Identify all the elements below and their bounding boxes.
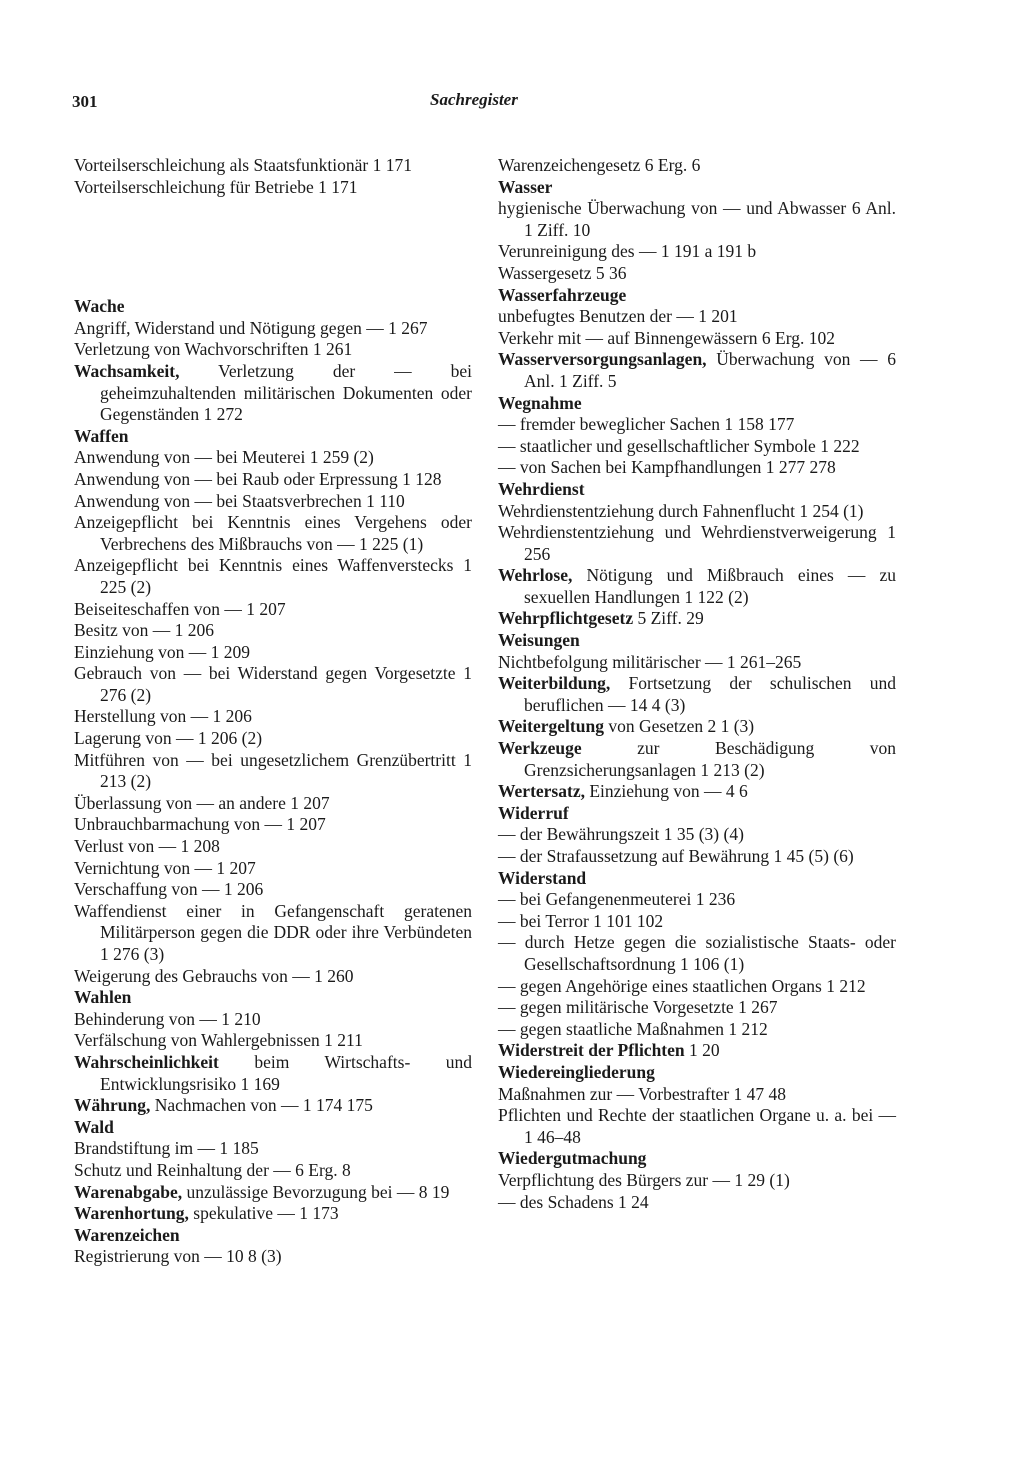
entry-text: Lagerung von — 1 206 (2) (74, 728, 263, 749)
index-entry-heading (498, 608, 896, 630)
entry-keyword: Warenhortung, (74, 1203, 189, 1224)
index-entry-heading (498, 803, 896, 825)
index-entry (498, 1170, 896, 1192)
index-entry (498, 328, 896, 350)
entry-text: Wehrdienstentziehung und Wehrdienstverweigerung 1 256 (498, 522, 896, 564)
page-number: 301 (72, 92, 98, 111)
index-entry-heading (498, 1040, 896, 1062)
index-entry (498, 1105, 896, 1148)
index-entry (74, 318, 472, 340)
entry-text: — der Strafaussetzung auf Bewährung 1 45 (5) (6) (498, 846, 854, 866)
index-entry-heading (498, 479, 896, 501)
entry-keyword: Weiterbildung, (498, 673, 611, 694)
entry-text: Anwendung von — bei Meuterei 1 259 (2) (74, 447, 374, 468)
index-entry-heading (74, 361, 472, 426)
index-entry (498, 889, 896, 911)
entry-text: Herstellung von — 1 206 (74, 706, 252, 727)
entry-keyword: Wehrdienst (498, 478, 585, 499)
index-entry (74, 339, 472, 361)
entry-keyword: Widerstreit der Pflichten (498, 1040, 685, 1061)
entry-text: Anzeigepflicht bei Kenntnis eines Waffenverstecks 1 225 (2) (74, 555, 472, 597)
index-entry (74, 620, 472, 642)
entry-keyword: Wiedereingliederung (498, 1061, 655, 1082)
entry-text: — durch Hetze gegen die sozialistische Staats- oder Gesellschaftsordnung 1 106 (1) (498, 932, 896, 974)
entry-keyword: Wegnahme (498, 392, 582, 413)
index-entry (498, 846, 896, 868)
index-entry-heading (74, 987, 472, 1009)
entry-text: Fortsetzung der schulischen und beruflichen — 14 4 (3) (524, 673, 896, 715)
entry-text: Gebrauch von — bei Widerstand gegen Vorgesetzte 1 276 (2) (74, 663, 472, 705)
index-entry (74, 663, 472, 706)
index-entry (74, 879, 472, 901)
index-entry (498, 997, 896, 1019)
entry-keyword: Wehrpflichtgesetz (498, 608, 634, 629)
entry-keyword: Wertersatz, (498, 781, 585, 802)
entry-text: spekulative — 1 173 (188, 1203, 339, 1224)
index-entry (74, 1030, 472, 1052)
index-entry (74, 793, 472, 815)
entry-keyword: Waffen (74, 425, 129, 446)
entry-text: Warenzeichengesetz 6 Erg. 6 (498, 155, 701, 175)
index-entry (74, 1246, 472, 1268)
entry-text: Überwachung von — 6 Anl. 1 Ziff. 5 (524, 349, 896, 391)
index-entry (74, 901, 472, 966)
index-entry (74, 512, 472, 555)
index-entry (74, 642, 472, 664)
index-entry (74, 447, 472, 469)
entry-keyword: Warenabgabe, (74, 1181, 183, 1202)
entry-text: — bei Terror 1 101 102 (498, 910, 664, 931)
entry-keyword: Wasser (498, 176, 553, 197)
index-entry (74, 1138, 472, 1160)
entry-text: Mitführen von — bei ungesetzlichem Grenzübertritt 1 213 (2) (74, 749, 472, 792)
entry-text: Maßnahmen zur — Vorbestrafter 1 47 48 (498, 1083, 787, 1104)
index-entry-heading (498, 1062, 896, 1084)
index-entry (74, 814, 472, 836)
entry-text: Verlust von — 1 208 (74, 836, 220, 857)
entry-text: — staatlicher und gesellschaftlicher Symbole 1 222 (498, 435, 860, 456)
entry-keyword: Weisungen (498, 630, 580, 651)
entry-keyword: Weitergeltung (498, 716, 604, 737)
index-entry (498, 457, 896, 479)
index-entry-heading (498, 285, 896, 307)
index-entry-heading (74, 1182, 472, 1204)
entry-keyword: Wehrlose, (498, 565, 573, 586)
index-entry (498, 1192, 896, 1214)
entry-text: Verletzung der — bei geheimzuhaltenden militärischen Dokumenten oder Gegenständen 1 272 (100, 360, 472, 425)
entry-text: Verunreinigung des — 1 191 a 191 b (498, 241, 757, 262)
entry-keyword: Wache (74, 296, 125, 317)
index-entry (498, 522, 896, 565)
index-entry (74, 858, 472, 880)
entry-text: Verletzung von Wachvorschriften 1 261 (74, 339, 353, 360)
entry-text: Verschaffung von — 1 206 (74, 879, 264, 900)
index-entry-heading (74, 426, 472, 448)
entry-text: — fremder beweglicher Sachen 1 158 177 (498, 414, 795, 435)
entry-text: Verkehr mit — auf Binnengewässern 6 Erg. 102 (498, 327, 835, 348)
entry-text: Beiseiteschaffen von — 1 207 (74, 598, 286, 619)
index-entry-heading (498, 868, 896, 890)
entry-text: beim Wirtschafts- und Entwicklungsrisiko 1 169 (100, 1051, 472, 1094)
entry-keyword: Werkzeuge (498, 738, 582, 759)
entry-text: — gegen Angehörige eines staatlichen Organs 1 212 (498, 975, 866, 996)
entry-text: Pflichten und Rechte der staatlichen Organe u. a. bei — 1 46–48 (498, 1105, 896, 1147)
entry-text: Nichtbefolgung militärischer — 1 261–265 (498, 651, 802, 672)
index-column-left (74, 155, 472, 1268)
running-head: Sachregister (430, 90, 518, 109)
entry-text: Registrierung von — 10 8 (3) (74, 1246, 282, 1267)
entry-keyword: Widerruf (498, 802, 569, 823)
entry-keyword: Warenzeichen (74, 1224, 180, 1245)
entry-text: Schutz und Reinhaltung der — 6 Erg. 8 (74, 1159, 351, 1180)
entry-keyword: Wahlen (74, 987, 132, 1008)
entry-text: — von Sachen bei Kampfhandlungen 1 277 278 (498, 457, 836, 478)
index-entry-heading (498, 716, 896, 738)
entry-text: Vorteilserschleichung als Staatsfunktionär 1 171 (74, 155, 412, 175)
entry-keyword: Widerstand (498, 867, 587, 888)
index-entry (498, 1019, 896, 1041)
index-entry (498, 155, 896, 177)
entry-text: Verfälschung von Wahlergebnissen 1 211 (74, 1030, 363, 1051)
entry-keyword: Wiedergutmachung (498, 1148, 647, 1169)
entry-keyword: Wasserversorgungsanlagen, (498, 349, 707, 370)
index-entry-heading (74, 1052, 472, 1095)
index-entry-heading (498, 565, 896, 608)
index-entry-heading (74, 1225, 472, 1247)
entry-text: Unbrauchbarmachung von — 1 207 (74, 814, 326, 835)
index-entry (498, 241, 896, 263)
index-entry (498, 501, 896, 523)
entry-text: zur Beschädigung von Grenzsicherungsanlagen 1 213 (2) (524, 738, 896, 780)
index-entry (498, 824, 896, 846)
index-entry-heading (498, 177, 896, 199)
index-entry (498, 911, 896, 933)
entry-text: Behinderung von — 1 210 (74, 1008, 261, 1029)
index-entry-heading (498, 673, 896, 716)
index-entry (74, 750, 472, 793)
index-entry (74, 155, 472, 177)
index-entry-heading (498, 1148, 896, 1170)
index-entry-heading (498, 349, 896, 392)
entry-text: Brandstiftung im — 1 185 (74, 1138, 259, 1159)
entry-text: Einziehung von — 1 209 (74, 641, 250, 662)
index-entry-heading (498, 781, 896, 803)
index-entry (74, 599, 472, 621)
entry-text: von Gesetzen 2 1 (3) (603, 716, 755, 737)
entry-text: Vernichtung von — 1 207 (74, 857, 256, 878)
entry-keyword: Wald (74, 1116, 114, 1137)
index-entry-heading (74, 1095, 472, 1117)
entry-text: Nötigung und Mißbrauch eines — zu sexuellen Handlungen 1 122 (2) (524, 565, 896, 607)
index-entry (498, 306, 896, 328)
entry-text: — gegen militärische Vorgesetzte 1 267 (498, 997, 778, 1018)
entry-text: unbefugtes Benutzen der — 1 201 (498, 306, 738, 327)
index-entry (74, 177, 472, 199)
entry-text: Anwendung von — bei Staatsverbrechen 1 110 (74, 490, 405, 511)
index-entry (74, 728, 472, 750)
index-entry (74, 555, 472, 598)
entry-text: Anwendung von — bei Raub oder Erpressung 1 128 (74, 468, 442, 489)
index-entry (74, 836, 472, 858)
index-entry-heading (498, 393, 896, 415)
index-entry (498, 198, 896, 241)
index-entry (74, 1009, 472, 1031)
index-entry-heading (498, 630, 896, 652)
index-entry (74, 469, 472, 491)
index-entry (498, 414, 896, 436)
index-entry-heading (498, 738, 896, 781)
entry-text: Einziehung von — 4 6 (584, 781, 748, 802)
index-entry-heading (74, 1203, 472, 1225)
entry-text: 1 20 (684, 1040, 720, 1061)
index-entry (498, 976, 896, 998)
entry-keyword: Wahrscheinlichkeit (74, 1051, 219, 1072)
entry-keyword: Wachsamkeit, (74, 360, 180, 381)
entry-text: Vorteilserschleichung für Betriebe 1 171 (74, 176, 358, 197)
index-entry (498, 263, 896, 285)
section-gap (74, 198, 472, 296)
index-entry-heading (74, 1117, 472, 1139)
index-entry (498, 652, 896, 674)
entry-text: Besitz von — 1 206 (74, 620, 214, 641)
index-entry (74, 1160, 472, 1182)
entry-text: — des Schadens 1 24 (498, 1191, 649, 1212)
entry-text: Wehrdienstentziehung durch Fahnenflucht 1 254 (1) (498, 500, 864, 521)
index-entry (498, 932, 896, 975)
index-entry-heading (74, 296, 472, 318)
index-entry (74, 491, 472, 513)
entry-text: Verpflichtung des Bürgers zur — 1 29 (1) (498, 1169, 790, 1190)
index-entry (74, 966, 472, 988)
entry-text: Weigerung des Gebrauchs von — 1 260 (74, 965, 354, 986)
entry-text: Überlassung von — an andere 1 207 (74, 792, 330, 813)
entry-text: — der Bewährungszeit 1 35 (3) (4) (498, 824, 744, 845)
index-column-right (498, 155, 896, 1213)
entry-keyword: Währung, (74, 1095, 151, 1116)
entry-text: Waffendienst einer in Gefangenschaft geratenen Militärperson gegen die DDR oder ihre Verbündeten 1 276 (3) (74, 900, 472, 964)
index-entry (498, 1084, 896, 1106)
entry-text: unzulässige Bevorzugung bei — 8 19 (182, 1181, 450, 1202)
entry-text: Anzeigepflicht bei Kenntnis eines Vergehens oder Verbrechens des Mißbrauchs von — 1 225 (1) (74, 512, 472, 554)
entry-text: Wassergesetz 5 36 (498, 262, 627, 283)
entry-text: hygienische Überwachung von — und Abwasser 6 Anl. 1 Ziff. 10 (498, 198, 896, 240)
entry-keyword: Wasserfahrzeuge (498, 284, 627, 305)
index-entry (498, 436, 896, 458)
entry-text: Nachmachen von — 1 174 175 (150, 1095, 373, 1116)
entry-text: Angriff, Widerstand und Nötigung gegen — 1 267 (74, 317, 428, 338)
entry-text: 5 Ziff. 29 (633, 608, 704, 629)
entry-text: — gegen staatliche Maßnahmen 1 212 (498, 1018, 768, 1039)
entry-text: — bei Gefangenenmeuterei 1 236 (498, 889, 736, 910)
index-entry (74, 706, 472, 728)
